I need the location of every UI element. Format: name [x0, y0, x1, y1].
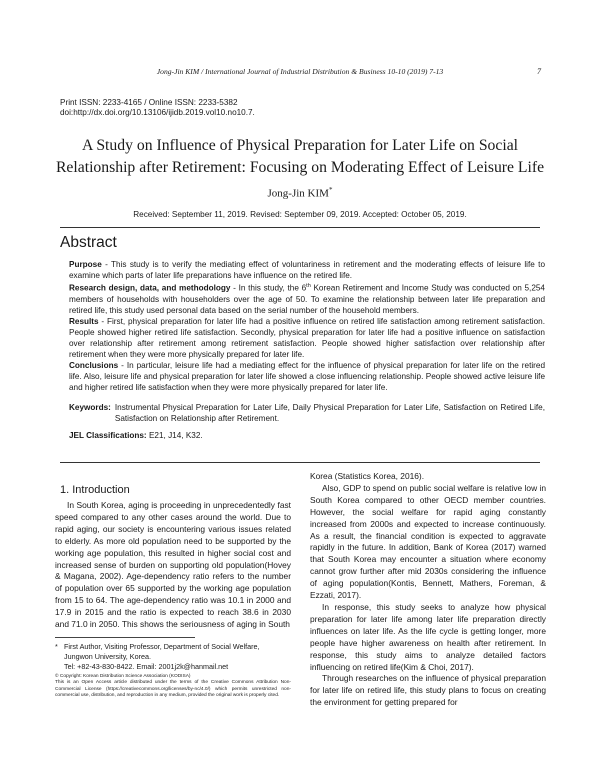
page-number: 7 [537, 67, 541, 76]
submission-dates: Received: September 11, 2019. Revised: September 09, 2019. Accepted: October 05, 2019. [133, 210, 467, 219]
intro-paragraph-2: Also, GDP to spend on public social welfare is relative low in South Korea compared to other OECD member countries. However, the social welfare for rapid aging constantly increased from 2000s and expected to increase continuously. As a result, the financial condition is expected to aggravate rapidly in the future. In addition, Bank of Korea (2017) warned that South Korea may encounter a situation where economy cannot grow further after mid 2030s considering the influence of aging population(Kontis, Bennett, Mathers, Foreman, & Ezzati, 2017). [310, 482, 546, 601]
keywords-text: Instrumental Physical Preparation for Later Life, Daily Physical Preparation for Later Life, Satisfaction on Retired Life, Satisfaction on Relationship after Retirement. [114, 403, 545, 423]
footnote-line-1: First Author, Visiting Professor, Department of Social Welfare, [64, 642, 260, 651]
purpose-text: - This study is to verify the mediating effect of voluntariness in retirement and the moderating effects of leisure life to examine which parts of later life preparations have influence on the retired life. [69, 260, 545, 280]
method-superscript: th [306, 283, 311, 289]
intro-paragraph-3: In response, this study seeks to analyze how physical preparation for later life among later life preparation directly influences on later life. As the life cycle is getting longer, more people have higher awareness on health after retirement. In response, this study aims to analyze detailed factors influencing on retired life(Kim & Choi, 2017). [310, 601, 546, 672]
footnote-line-2: Jungwon University, Korea. [64, 652, 151, 661]
footnote-line-3: Tel: +82-43-830-8422. Email: 2001j2k@hanmail.net [64, 662, 229, 671]
jel-codes: E21, J14, K32. [146, 431, 203, 440]
purpose-label: Purpose [69, 260, 102, 269]
intro-continuation: Korea (Statistics Korea, 2016). [310, 471, 425, 481]
abstract-conclusions [69, 360, 545, 393]
results-text: - First, physical preparation for later life had a positive influence on retired life satisfaction among retirement satisfaction. People showed higher retired life satisfaction. Secondly, physical preparation for later life had a positive influence on satisfaction over relationship after retirement among retirement satisfaction. People showed higher satisfaction over relationship after retirement when they were more physically prepared for later life. [69, 316, 545, 359]
author-footnote [55, 642, 291, 672]
abstract-purpose [69, 259, 545, 281]
introduction-heading: 1. Introduction [60, 484, 130, 496]
author-name: Jong-Jin KIM [267, 187, 329, 200]
doi-line: doi:http://dx.doi.org/10.13106/ijidb.2019.vol10.no10.7. [60, 108, 255, 117]
abstract-heading: Abstract [60, 234, 117, 251]
results-label: Results [69, 316, 99, 326]
method-label: Research design, data, and methodology [69, 283, 231, 293]
author-footnote-mark: * [328, 186, 333, 194]
jel-label: JEL Classifications: [69, 431, 147, 440]
left-column [55, 500, 291, 631]
title-line-1: A Study on Influence of Physical Preparation for Later Life on Social [81, 137, 519, 154]
issn-line: Print ISSN: 2233-4165 / Online ISSN: 2233-5382 [60, 98, 238, 107]
abstract-body [69, 259, 545, 393]
paper-title [50, 135, 550, 179]
author-line [0, 186, 600, 200]
abstract-top-rule [60, 227, 540, 228]
title-line-2: Relationship after Retirement: Focusing on Moderating Effect of Leisure Life [55, 159, 545, 176]
abstract-bottom-rule [60, 462, 540, 463]
method-text-before: - In this study, the 6 [230, 283, 307, 293]
conclusions-text: - In particular, leisure life had a mediating effect for the influence of physical preparation for later life on the retired life. Also, leisure life and physical preparation for later life showed a close influencing relationship. People showed active leisure life and higher retired life satisfaction when they were more physically prepared for later life. [69, 360, 545, 392]
keywords-block [69, 402, 545, 424]
footnote-rule [55, 637, 195, 638]
jel-classifications [69, 431, 203, 440]
keywords-label: Keywords: [69, 403, 111, 412]
method-text-after: Korean Retirement and Income Study was conducted on 5,254 members of households with householders over the age of 50. To examine the relationship between later life preparation and retired life, this study used personal data based on the serial number of the household members. [69, 283, 545, 315]
intro-paragraph-1: In South Korea, aging is proceeding in unprecedentedly fast speed compared to any other cases around the world. Due to rapid aging, our society is encountering various issues related to elderly. As more old population need to be supported by the working age population, this resulted in higher social cost and increased sense of burden on supporting old population(Hovey & Magana, 2002). Age-dependency ratio refers to the number of population over 65 supported by the working age population from 15 to 64. The age-dependency ratio was 10.1 in 2000 and 17.9 in 2015 and the ratio is expected to reach 38.6 in 2030 and 71.0 in 2050. This shows the seriousness of aging in South [55, 500, 291, 630]
copyright-notice [55, 674, 291, 699]
footnote-mark: * [55, 642, 58, 651]
intro-paragraph-4: Through researches on the influence of physical preparation for later life on retired life, this study plans to focus on creating the environment for getting prepared for [310, 673, 546, 708]
running-header: Jong-Jin KIM / International Journal of Industrial Distribution & Business 10-10 (2019) 7-13 [156, 67, 444, 76]
right-column [310, 471, 546, 709]
issn-block [60, 98, 255, 118]
abstract-results [69, 316, 545, 360]
license-text: This is an Open Access article distributed under the terms of the Creative Commons Attribution Non-Commercial License (https://creativecommons.org/licenses/by-nc/4.0/) which permits unrestricted non-commercial use, distribution, and reproduction in any medium, provided the original work is properly cited. [55, 680, 291, 698]
copyright-line: © Copyright: Korean Distribution Science Association (KODISA) [55, 674, 191, 679]
conclusions-label: Conclusions [69, 360, 119, 370]
abstract-method [69, 281, 545, 316]
